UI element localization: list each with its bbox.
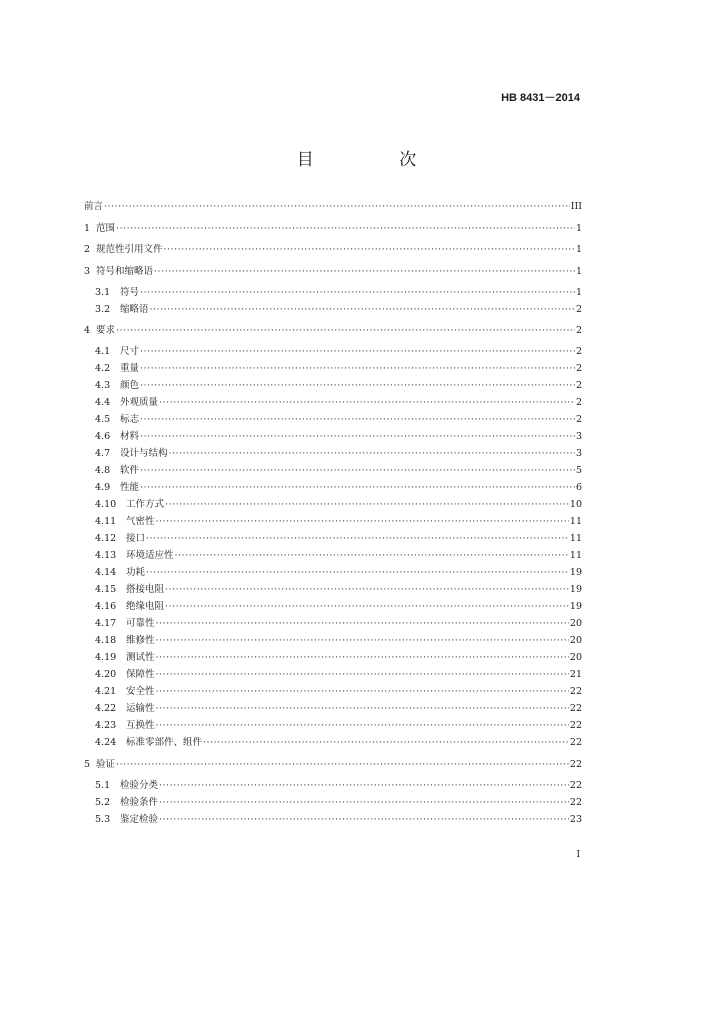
- toc-entry-number: 5.1: [95, 779, 111, 791]
- toc-entry-title: 绝缘电阻: [126, 601, 165, 612]
- toc-entry: [84, 445, 582, 462]
- dot-leader: [156, 666, 569, 683]
- toc-entry: [84, 700, 582, 717]
- toc-entry-title: 环境适应性: [126, 550, 174, 561]
- dot-leader: [146, 564, 569, 581]
- toc-entry-title: 尺寸: [120, 346, 140, 357]
- toc-entry: [84, 241, 582, 258]
- toc-entry: [84, 301, 582, 318]
- toc-entry-number: 4.12: [95, 533, 117, 544]
- toc-entry-page: 2: [575, 346, 582, 357]
- dot-leader: [140, 411, 575, 428]
- toc-entry-number: 5: [84, 758, 91, 770]
- toc-entry: [84, 198, 582, 215]
- dot-leader: [156, 513, 569, 530]
- toc-entry-page: 22: [569, 720, 582, 731]
- toc-entry: [84, 428, 582, 445]
- dot-leader: [156, 632, 569, 649]
- toc-entry: [84, 666, 582, 683]
- toc-entry-title: 规范性引用文件: [96, 244, 163, 255]
- toc-entry-title: 气密性: [126, 516, 155, 527]
- toc-entry-page: 23: [569, 813, 582, 825]
- dot-leader: [165, 581, 569, 598]
- toc-entry-page: 22: [569, 758, 582, 770]
- toc-entry-number: 3.1: [95, 286, 111, 298]
- table-of-contents: [84, 198, 582, 828]
- toc-entry: [84, 360, 582, 377]
- dot-leader: [156, 700, 569, 717]
- dot-leader: [156, 683, 569, 700]
- dot-leader: [154, 263, 575, 280]
- toc-entry-title: 缩略语: [120, 303, 149, 315]
- toc-entry-number: 4.4: [95, 397, 111, 408]
- toc-entry-title: 符号和缩略语: [96, 265, 154, 277]
- toc-entry: [84, 284, 582, 301]
- toc-entry-title: 测试性: [126, 652, 155, 663]
- toc-entry-page: 2: [575, 414, 582, 425]
- dot-leader: [140, 428, 575, 445]
- toc-entry: [84, 756, 582, 773]
- toc-entry-title: 软件: [120, 465, 140, 476]
- dot-leader: [165, 496, 569, 513]
- toc-entry: [84, 496, 582, 513]
- toc-entry-number: 4.7: [95, 448, 111, 459]
- dot-leader: [159, 794, 569, 811]
- toc-entry: [84, 394, 582, 411]
- dot-leader: [169, 445, 575, 462]
- toc-entry-page: 21: [569, 669, 582, 680]
- toc-entry-title: 符号: [120, 286, 140, 298]
- toc-entry-number: 5.3: [95, 813, 111, 825]
- toc-entry-number: 4.6: [95, 431, 111, 442]
- toc-entry: [84, 530, 582, 547]
- toc-entry-number: 5.2: [95, 796, 111, 808]
- toc-entry: [84, 598, 582, 615]
- toc-entry: [84, 632, 582, 649]
- toc-entry-page: 2: [575, 325, 582, 336]
- toc-entry-number: 4.5: [95, 414, 111, 425]
- toc-entry-title: 搭接电阻: [126, 584, 165, 595]
- toc-entry: [84, 649, 582, 666]
- toc-entry: [84, 377, 582, 394]
- toc-entry: [84, 322, 582, 339]
- toc-entry-number: 4.8: [95, 465, 111, 476]
- toc-entry-number: 4.24: [95, 737, 117, 748]
- toc-entry-page: 22: [569, 796, 582, 808]
- toc-entry-number: 4.17: [95, 618, 117, 629]
- toc-entry-title: 范围: [96, 222, 116, 234]
- toc-entry: [84, 683, 582, 700]
- toc-entry-number: 4.11: [95, 516, 117, 527]
- dot-leader: [159, 811, 569, 828]
- toc-entry-title: 可靠性: [126, 618, 155, 629]
- toc-entry-page: 19: [569, 601, 582, 612]
- toc-entry-number: 4.1: [95, 346, 111, 357]
- toc-entry-page: 19: [569, 584, 582, 595]
- toc-entry-number: 4.3: [95, 380, 111, 391]
- toc-entry: [84, 794, 582, 811]
- toc-entry-title: 检验分类: [120, 779, 159, 791]
- toc-entry-page: 5: [575, 465, 582, 476]
- toc-entry-page: 20: [569, 618, 582, 629]
- toc-entry: [84, 513, 582, 530]
- toc-entry: [84, 343, 582, 360]
- toc-entry-page: 2: [575, 397, 582, 408]
- toc-entry: [84, 581, 582, 598]
- toc-entry-number: 4.16: [95, 601, 117, 612]
- toc-entry-page: 22: [569, 737, 582, 748]
- toc-entry-number: 4.15: [95, 584, 117, 595]
- toc-entry-page: 20: [569, 652, 582, 663]
- toc-entry-title: 运输性: [126, 703, 155, 714]
- toc-entry-page: 2: [575, 380, 582, 391]
- toc-entry-page: 1: [575, 222, 582, 234]
- toc-entry-page: 3: [575, 431, 582, 442]
- toc-entry-title: 设计与结构: [120, 448, 168, 459]
- toc-entry: [84, 811, 582, 828]
- dot-leader: [140, 479, 575, 496]
- toc-entry-title: 标准零部件、组件: [126, 737, 203, 748]
- dot-leader: [140, 343, 575, 360]
- toc-entry-page: 10: [569, 499, 582, 510]
- dot-leader: [203, 734, 569, 751]
- toc-entry-title: 重量: [120, 363, 140, 374]
- toc-entry: [84, 734, 582, 751]
- toc-entry-number: 3.2: [95, 303, 111, 315]
- toc-entry-number: 3: [84, 265, 91, 277]
- toc-entry-title: 外观质量: [120, 397, 159, 408]
- toc-entry-page: 22: [569, 779, 582, 791]
- dot-leader: [140, 284, 575, 301]
- toc-entry-number: 4.10: [95, 499, 117, 510]
- toc-entry-page: 1: [575, 244, 582, 255]
- toc-entry-page: 11: [569, 533, 582, 544]
- toc-entry-number: 1: [84, 222, 91, 234]
- toc-entry-title: 鉴定检验: [120, 813, 159, 825]
- toc-entry-number: 4.23: [95, 720, 117, 731]
- toc-entry-number: 4.14: [95, 567, 117, 578]
- toc-entry-page: 22: [569, 686, 582, 697]
- toc-entry-page: 2: [575, 363, 582, 374]
- toc-entry-title: 功耗: [126, 567, 146, 578]
- toc-entry-number: 4.13: [95, 550, 117, 561]
- toc-entry-title: 维修性: [126, 635, 155, 646]
- toc-entry: [84, 462, 582, 479]
- dot-leader: [159, 777, 569, 794]
- toc-entry-page: 19: [569, 567, 582, 578]
- dot-leader: [159, 394, 575, 411]
- toc-entry-page: 1: [575, 265, 582, 277]
- toc-entry-title: 保障性: [126, 669, 155, 680]
- toc-entry-page: III: [570, 201, 582, 212]
- toc-entry-number: 4.9: [95, 482, 111, 493]
- toc-entry-title: 标志: [120, 414, 140, 425]
- dot-leader: [164, 241, 575, 258]
- dot-leader: [150, 301, 575, 318]
- dot-leader: [104, 198, 570, 215]
- toc-entry-title: 前言: [84, 201, 104, 212]
- toc-entry-title: 互换性: [126, 720, 155, 731]
- toc-entry-number: 4.22: [95, 703, 117, 714]
- toc-entry: [84, 263, 582, 280]
- dot-leader: [156, 717, 569, 734]
- toc-entry-title: 性能: [120, 482, 140, 493]
- toc-entry-number: 4.21: [95, 686, 117, 697]
- toc-entry: [84, 547, 582, 564]
- toc-entry: [84, 220, 582, 237]
- toc-entry-number: 4: [84, 325, 91, 336]
- dot-leader: [140, 377, 575, 394]
- toc-entry-title: 要求: [96, 325, 116, 336]
- dot-leader: [165, 598, 569, 615]
- dot-leader: [156, 649, 569, 666]
- dot-leader: [116, 322, 575, 339]
- page-title: 目 次: [296, 150, 457, 170]
- toc-entry-number: 4.20: [95, 669, 117, 680]
- toc-entry-number: 2: [84, 244, 91, 255]
- toc-entry-page: 20: [569, 635, 582, 646]
- dot-leader: [140, 462, 575, 479]
- toc-entry-title: 工作方式: [126, 499, 165, 510]
- toc-entry-title: 颜色: [120, 380, 140, 391]
- dot-leader: [156, 615, 569, 632]
- toc-entry-number: 4.19: [95, 652, 117, 663]
- toc-entry-page: 3: [575, 448, 582, 459]
- document-code: HB 8431－2014: [501, 92, 580, 104]
- toc-entry: [84, 479, 582, 496]
- toc-entry: [84, 411, 582, 428]
- toc-entry-title: 接口: [126, 533, 146, 544]
- toc-entry-page: 2: [575, 303, 582, 315]
- toc-entry: [84, 564, 582, 581]
- dot-leader: [116, 756, 569, 773]
- toc-entry-page: 11: [569, 550, 582, 561]
- toc-entry-page: 1: [575, 286, 582, 298]
- toc-entry-page: 6: [575, 482, 582, 493]
- toc-entry-title: 验证: [96, 758, 116, 770]
- dot-leader: [140, 360, 575, 377]
- toc-entry: [84, 777, 582, 794]
- toc-entry-number: 4.18: [95, 635, 117, 646]
- dot-leader: [175, 547, 569, 564]
- page-number: I: [576, 850, 580, 860]
- toc-entry-number: 4.2: [95, 363, 111, 374]
- toc-entry-title: 检验条件: [120, 796, 159, 808]
- toc-entry-title: 材料: [120, 431, 140, 442]
- toc-entry-page: 22: [569, 703, 582, 714]
- toc-entry: [84, 615, 582, 632]
- toc-entry-title: 安全性: [126, 686, 155, 697]
- toc-entry: [84, 717, 582, 734]
- dot-leader: [146, 530, 569, 547]
- dot-leader: [116, 220, 575, 237]
- toc-entry-page: 11: [569, 516, 582, 527]
